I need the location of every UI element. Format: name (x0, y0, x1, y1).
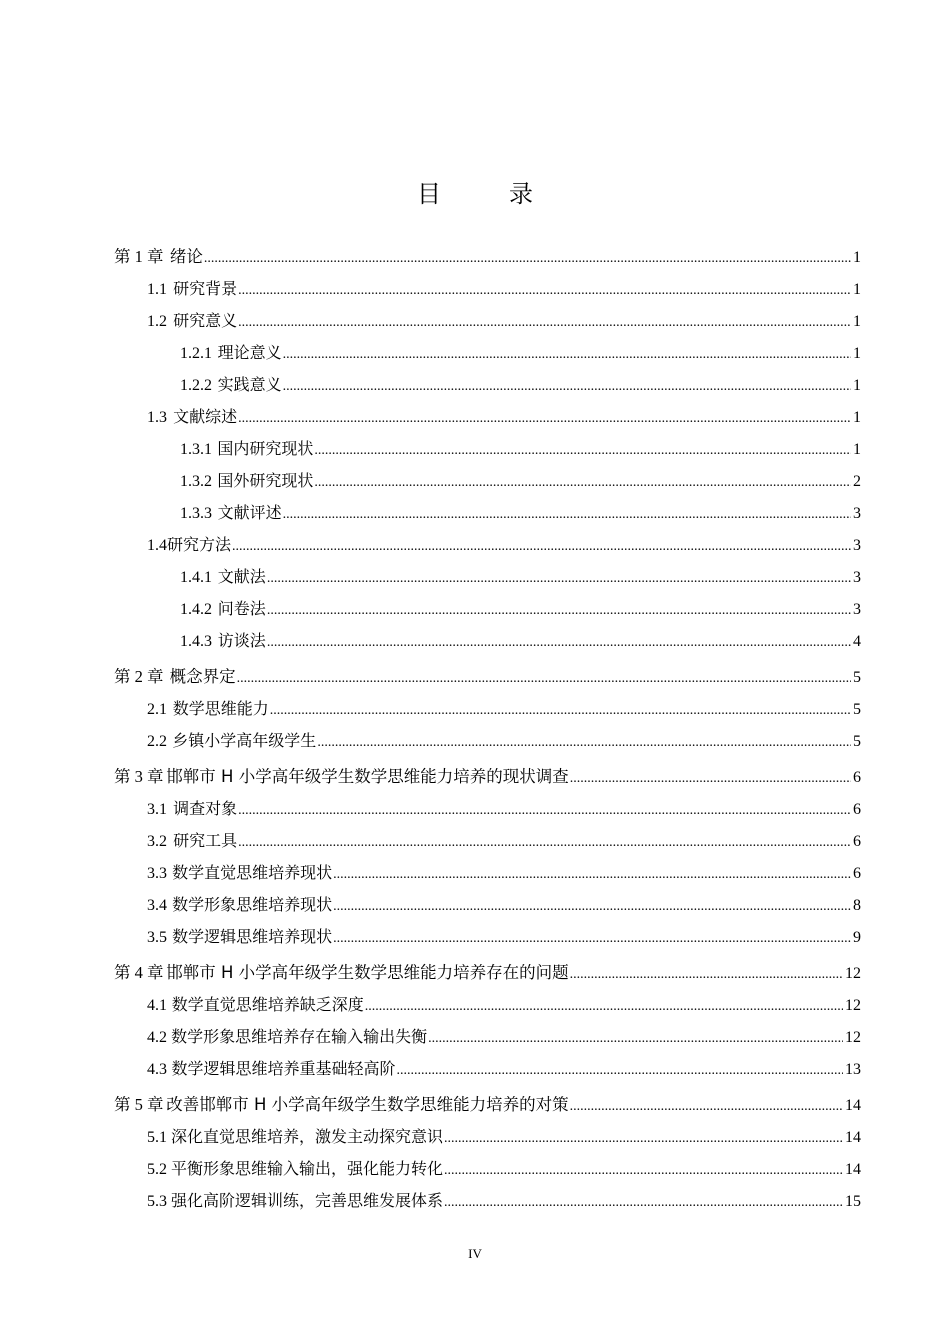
toc-entry[interactable] (114, 1121, 861, 1153)
entry-text: 改善邯郸市 H 小学高年级学生数学思维能力培养的对策 (166, 1095, 569, 1114)
entry-page: 12 (845, 1029, 861, 1046)
entry-number: 第 3 章 (114, 767, 164, 786)
entry-page: 6 (853, 769, 861, 786)
entry-text: 国内研究现状 (217, 439, 314, 458)
entry-page: 1 (853, 345, 861, 362)
dot-leader (314, 435, 851, 467)
dot-leader (232, 531, 851, 563)
dot-leader (428, 1023, 843, 1055)
dot-leader (570, 1091, 843, 1123)
entry-number: 3.4 (147, 897, 167, 914)
toc-entry[interactable] (114, 497, 861, 529)
entry-page: 14 (845, 1129, 861, 1146)
toc-entry[interactable] (114, 529, 861, 561)
entry-text: 数学逻辑思维培养重基础轻高阶 (171, 1059, 396, 1078)
entry-text: 强化高阶逻辑训练，完善思维发展体系 (170, 1191, 443, 1210)
entry-number: 3.3 (147, 865, 167, 882)
entry-number: 1.4.3 (180, 633, 212, 650)
entry-text: 深化直觉思维培养，激发主动探究意识 (170, 1127, 443, 1146)
dot-leader (444, 1123, 843, 1155)
dot-leader (267, 627, 851, 659)
entry-text: 研究背景 (173, 279, 238, 298)
entry-text: 问卷法 (217, 599, 266, 618)
dot-leader (444, 1187, 843, 1219)
entry-text: 文献综述 (173, 407, 238, 426)
toc-entry[interactable] (114, 305, 861, 337)
dot-leader (238, 403, 851, 435)
dot-leader (237, 663, 851, 695)
dot-leader (314, 467, 851, 499)
entry-text: 数学逻辑思维培养现状 (172, 927, 333, 946)
entry-number: 4.1 (147, 997, 167, 1014)
entry-page: 4 (853, 633, 861, 650)
toc-entry[interactable] (114, 401, 861, 433)
entry-page: 3 (853, 505, 861, 522)
entry-page: 1 (853, 249, 861, 266)
toc-entry[interactable] (114, 273, 861, 305)
entry-number: 1.3.1 (180, 441, 212, 458)
entry-page: 6 (853, 865, 861, 882)
entry-text: 邯郸市 H 小学高年级学生数学思维能力培养的现状调查 (166, 767, 569, 786)
dot-leader (267, 595, 851, 627)
dot-leader (283, 339, 851, 371)
entry-text: 研究工具 (173, 831, 238, 850)
entry-text: 调查对象 (173, 799, 238, 818)
entry-number: 1.4 (147, 537, 167, 554)
toc-title: 目 录 (417, 180, 555, 208)
toc-entry[interactable] (114, 1089, 861, 1121)
entry-text: 文献法 (217, 567, 266, 586)
entry-number: 3.5 (147, 929, 167, 946)
toc-entry[interactable] (114, 1053, 861, 1085)
entry-number: 第 1 章 (114, 247, 164, 266)
dot-leader (365, 991, 843, 1023)
entry-page: 9 (853, 929, 861, 946)
dot-leader (267, 563, 851, 595)
entry-number: 第 5 章 (114, 1095, 164, 1114)
entry-page: 1 (853, 313, 861, 330)
entry-text: 数学直觉思维培养现状 (172, 863, 333, 882)
entry-page: 8 (853, 897, 861, 914)
entry-page: 5 (853, 701, 861, 718)
toc-entry[interactable] (114, 825, 861, 857)
toc-entry[interactable] (114, 465, 861, 497)
dot-leader (396, 1055, 843, 1087)
toc-entry[interactable] (114, 433, 861, 465)
entry-page: 3 (853, 601, 861, 618)
toc-entry[interactable] (114, 889, 861, 921)
entry-number: 3.2 (147, 833, 167, 850)
dot-leader (238, 795, 851, 827)
entry-page: 2 (853, 473, 861, 490)
entry-number: 2.1 (147, 701, 167, 718)
page-number-footer: IV (468, 1246, 482, 1261)
entry-number: 1.3 (147, 409, 167, 426)
entry-page: 1 (853, 409, 861, 426)
entry-text: 邯郸市 H 小学高年级学生数学思维能力培养存在的问题 (166, 963, 569, 982)
entry-number: 5.1 (147, 1129, 167, 1146)
toc-entry[interactable] (114, 793, 861, 825)
entry-page: 1 (853, 377, 861, 394)
entry-number: 1.2 (147, 313, 167, 330)
entry-page: 15 (845, 1193, 861, 1210)
entry-page: 6 (853, 833, 861, 850)
toc-entry[interactable] (114, 1153, 861, 1185)
entry-number: 1.3.2 (180, 473, 212, 490)
entry-page: 1 (853, 281, 861, 298)
dot-leader (283, 499, 851, 531)
toc-entry[interactable] (114, 593, 861, 625)
dot-leader (270, 695, 851, 727)
entry-text: 理论意义 (217, 343, 282, 362)
toc-entry[interactable] (114, 761, 861, 793)
entry-text: 绪论 (169, 247, 203, 266)
entry-text: 研究意义 (173, 311, 238, 330)
toc-entry[interactable] (114, 661, 861, 693)
entry-number: 第 4 章 (114, 963, 164, 982)
toc-entry[interactable] (114, 369, 861, 401)
entry-page: 1 (853, 441, 861, 458)
entry-text: 数学形象思维培养现状 (172, 895, 333, 914)
entry-page: 12 (845, 997, 861, 1014)
toc-entry[interactable] (114, 241, 861, 273)
dot-leader (333, 859, 851, 891)
toc-entry[interactable] (114, 857, 861, 889)
dot-leader (204, 243, 851, 275)
dot-leader (317, 727, 851, 759)
entry-page: 13 (845, 1061, 861, 1078)
toc-entry[interactable] (114, 337, 861, 369)
entry-number: 4.2 (147, 1029, 167, 1046)
entry-number: 5.3 (147, 1193, 167, 1210)
entry-page: 14 (845, 1097, 861, 1114)
dot-leader (238, 827, 851, 859)
entry-text: 数学形象思维培养存在输入输出失衡 (171, 1027, 428, 1046)
entry-number: 1.1 (147, 281, 167, 298)
dot-leader (570, 763, 851, 795)
entry-page: 6 (853, 801, 861, 818)
entry-page: 3 (853, 569, 861, 586)
dot-leader (283, 371, 851, 403)
entry-text: 实践意义 (217, 375, 282, 394)
toc-entry[interactable] (114, 725, 861, 757)
entry-page: 5 (853, 733, 861, 750)
toc-entry[interactable] (114, 1185, 861, 1217)
entry-text: 乡镇小学高年级学生 (172, 731, 317, 750)
dot-leader (238, 275, 851, 307)
entry-text: 访谈法 (217, 631, 266, 650)
dot-leader (333, 923, 851, 955)
entry-text: 概念界定 (169, 667, 236, 686)
entry-number: 1.2.2 (180, 377, 212, 394)
dot-leader (333, 891, 851, 923)
entry-number: 1.4.1 (180, 569, 212, 586)
toc-list (114, 241, 861, 1217)
entry-number: 1.3.3 (180, 505, 212, 522)
entry-text: 数学直觉思维培养缺乏深度 (171, 995, 364, 1014)
entry-page: 14 (845, 1161, 861, 1178)
entry-page: 3 (853, 537, 861, 554)
entry-number: 1.2.1 (180, 345, 212, 362)
entry-number: 4.3 (147, 1061, 167, 1078)
entry-page: 12 (845, 965, 861, 982)
toc-entry[interactable] (114, 1021, 861, 1053)
entry-text: 国外研究现状 (217, 471, 314, 490)
toc-entry[interactable] (114, 957, 861, 989)
entry-text: 文献评述 (217, 503, 282, 522)
entry-number: 2.2 (147, 733, 167, 750)
entry-number: 3.1 (147, 801, 167, 818)
dot-leader (570, 959, 843, 991)
entry-text: 平衡形象思维输入输出，强化能力转化 (170, 1159, 443, 1178)
entry-text: 数学思维能力 (172, 699, 269, 718)
toc-entry[interactable] (114, 561, 861, 593)
dot-leader (238, 307, 851, 339)
dot-leader (444, 1155, 843, 1187)
entry-page: 5 (853, 669, 861, 686)
toc-entry[interactable] (114, 989, 861, 1021)
entry-text: 研究方法 (167, 535, 232, 554)
toc-entry[interactable] (114, 693, 861, 725)
entry-number: 5.2 (147, 1161, 167, 1178)
entry-number: 第 2 章 (114, 667, 164, 686)
entry-number: 1.4.2 (180, 601, 212, 618)
toc-entry[interactable] (114, 625, 861, 657)
toc-entry[interactable] (114, 921, 861, 953)
